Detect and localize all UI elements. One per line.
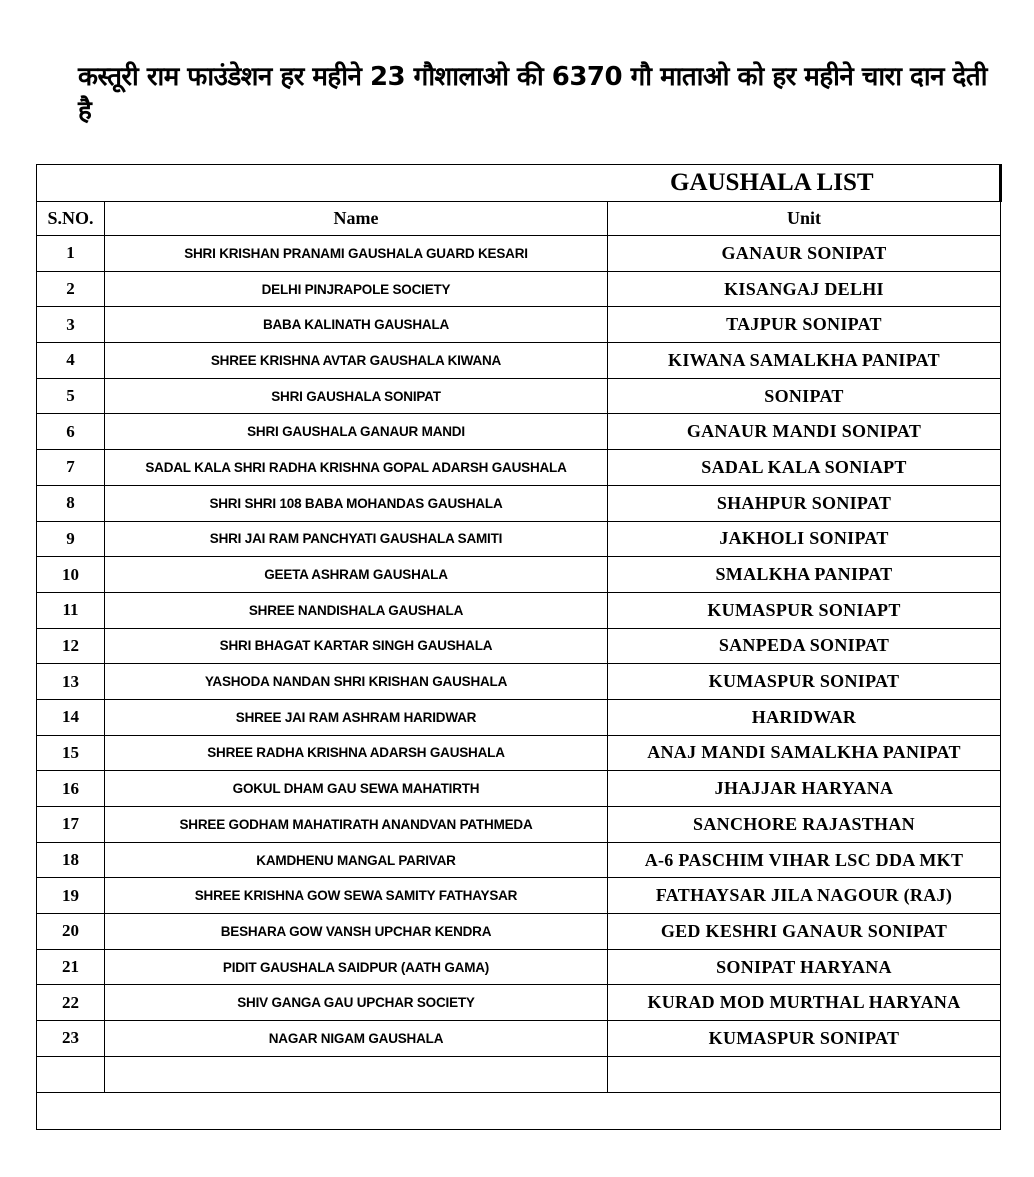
cell-name: SHREE JAI RAM ASHRAM HARIDWAR [105,699,608,735]
cell-sno: 21 [37,949,105,985]
table-row [37,307,1001,343]
empty-cell [608,1056,1001,1092]
table-row [37,450,1001,486]
header-unit: Unit [608,202,1001,236]
table-title: GAUSHALA LIST [37,165,1001,202]
cell-sno: 17 [37,807,105,843]
cell-unit: KIWANA SAMALKHA PANIPAT [608,343,1001,379]
table-row [37,343,1001,379]
cell-sno: 9 [37,521,105,557]
cell-unit: SANPEDA SONIPAT [608,628,1001,664]
cell-unit: SMALKHA PANIPAT [608,557,1001,593]
gaushala-table [36,164,1002,1130]
cell-sno: 3 [37,307,105,343]
cell-unit: KURAD MOD MURTHAL HARYANA [608,985,1001,1021]
cell-unit: GANAUR MANDI SONIPAT [608,414,1001,450]
cell-unit: GANAUR SONIPAT [608,236,1001,272]
table-row [37,735,1001,771]
table-row [37,485,1001,521]
cell-unit: ANAJ MANDI SAMALKHA PANIPAT [608,735,1001,771]
cell-name: DELHI PINJRAPOLE SOCIETY [105,271,608,307]
cell-sno: 2 [37,271,105,307]
empty-cell [105,1056,608,1092]
table-row [37,521,1001,557]
table-row [37,414,1001,450]
table-row [37,664,1001,700]
table-row [37,699,1001,735]
cell-sno: 7 [37,450,105,486]
table-row [37,271,1001,307]
header-sno: S.NO. [37,202,105,236]
table-row [37,592,1001,628]
cell-unit: SADAL KALA SONIAPT [608,450,1001,486]
cell-sno: 19 [37,878,105,914]
cell-unit: SONIPAT [608,378,1001,414]
cell-name: SHRI KRISHAN PRANAMI GAUSHALA GUARD KESARI [105,236,608,272]
cell-sno: 15 [37,735,105,771]
cell-sno: 20 [37,914,105,950]
cell-name: YASHODA NANDAN SHRI KRISHAN GAUSHALA [105,664,608,700]
table-row [37,236,1001,272]
cell-name: NAGAR NIGAM GAUSHALA [105,1021,608,1057]
cell-unit: SONIPAT HARYANA [608,949,1001,985]
cell-unit: TAJPUR SONIPAT [608,307,1001,343]
cell-unit: KUMASPUR SONIPAT [608,1021,1001,1057]
table-row [37,807,1001,843]
table-row [37,949,1001,985]
footer-row [37,1092,1001,1129]
table-header-row [37,202,1001,236]
cell-unit: FATHAYSAR JILA NAGOUR (RAJ) [608,878,1001,914]
cell-name: SHRI BHAGAT KARTAR SINGH GAUSHALA [105,628,608,664]
table-title-row [37,165,1001,202]
cell-sno: 13 [37,664,105,700]
table-row [37,628,1001,664]
table-row [37,378,1001,414]
cell-unit: HARIDWAR [608,699,1001,735]
cell-sno: 5 [37,378,105,414]
cell-name: SHRI GAUSHALA GANAUR MANDI [105,414,608,450]
cell-name: GOKUL DHAM GAU SEWA MAHATIRTH [105,771,608,807]
table-row [37,985,1001,1021]
cell-name: PIDIT GAUSHALA SAIDPUR (AATH GAMA) [105,949,608,985]
cell-sno: 16 [37,771,105,807]
cell-unit: KUMASPUR SONIPAT [608,664,1001,700]
cell-name: SHIV GANGA GAU UPCHAR SOCIETY [105,985,608,1021]
table-row [37,878,1001,914]
header-name: Name [105,202,608,236]
cell-name: BABA KALINATH GAUSHALA [105,307,608,343]
cell-name: SHRI GAUSHALA SONIPAT [105,378,608,414]
cell-unit: A-6 PASCHIM VIHAR LSC DDA MKT [608,842,1001,878]
page-heading: कस्तूरी राम फाउंडेशन हर महीने 23 गौशालाओ की 6370 गौ माताओ को हर महीने चारा दान देती है [78,62,987,126]
cell-sno: 23 [37,1021,105,1057]
empty-cell [37,1056,105,1092]
cell-unit: JAKHOLI SONIPAT [608,521,1001,557]
cell-unit: KISANGAJ DELHI [608,271,1001,307]
cell-name: SHREE GODHAM MAHATIRATH ANANDVAN PATHMEDA [105,807,608,843]
cell-name: BESHARA GOW VANSH UPCHAR KENDRA [105,914,608,950]
cell-name: SHRI SHRI 108 BABA MOHANDAS GAUSHALA [105,485,608,521]
cell-sno: 18 [37,842,105,878]
cell-unit: SANCHORE RAJASTHAN [608,807,1001,843]
cell-unit: SHAHPUR SONIPAT [608,485,1001,521]
cell-name: SHREE KRISHNA GOW SEWA SAMITY FATHAYSAR [105,878,608,914]
cell-sno: 1 [37,236,105,272]
table-row [37,1021,1001,1057]
cell-name: SHREE KRISHNA AVTAR GAUSHALA KIWANA [105,343,608,379]
cell-sno: 12 [37,628,105,664]
table-row [37,914,1001,950]
cell-sno: 11 [37,592,105,628]
cell-sno: 6 [37,414,105,450]
cell-name: SHREE NANDISHALA GAUSHALA [105,592,608,628]
cell-name: SHRI JAI RAM PANCHYATI GAUSHALA SAMITI [105,521,608,557]
cell-sno: 14 [37,699,105,735]
cell-unit: KUMASPUR SONIAPT [608,592,1001,628]
cell-name: SADAL KALA SHRI RADHA KRISHNA GOPAL ADARSH GAUSHALA [105,450,608,486]
cell-sno: 4 [37,343,105,379]
cell-name: KAMDHENU MANGAL PARIVAR [105,842,608,878]
cell-unit: GED KESHRI GANAUR SONIPAT [608,914,1001,950]
empty-row [37,1056,1001,1092]
cell-sno: 10 [37,557,105,593]
table-row [37,842,1001,878]
table-row [37,557,1001,593]
cell-sno: 22 [37,985,105,1021]
footer-cell [37,1092,1001,1129]
cell-sno: 8 [37,485,105,521]
table-row [37,771,1001,807]
cell-name: SHREE RADHA KRISHNA ADARSH GAUSHALA [105,735,608,771]
cell-name: GEETA ASHRAM GAUSHALA [105,557,608,593]
cell-unit: JHAJJAR HARYANA [608,771,1001,807]
